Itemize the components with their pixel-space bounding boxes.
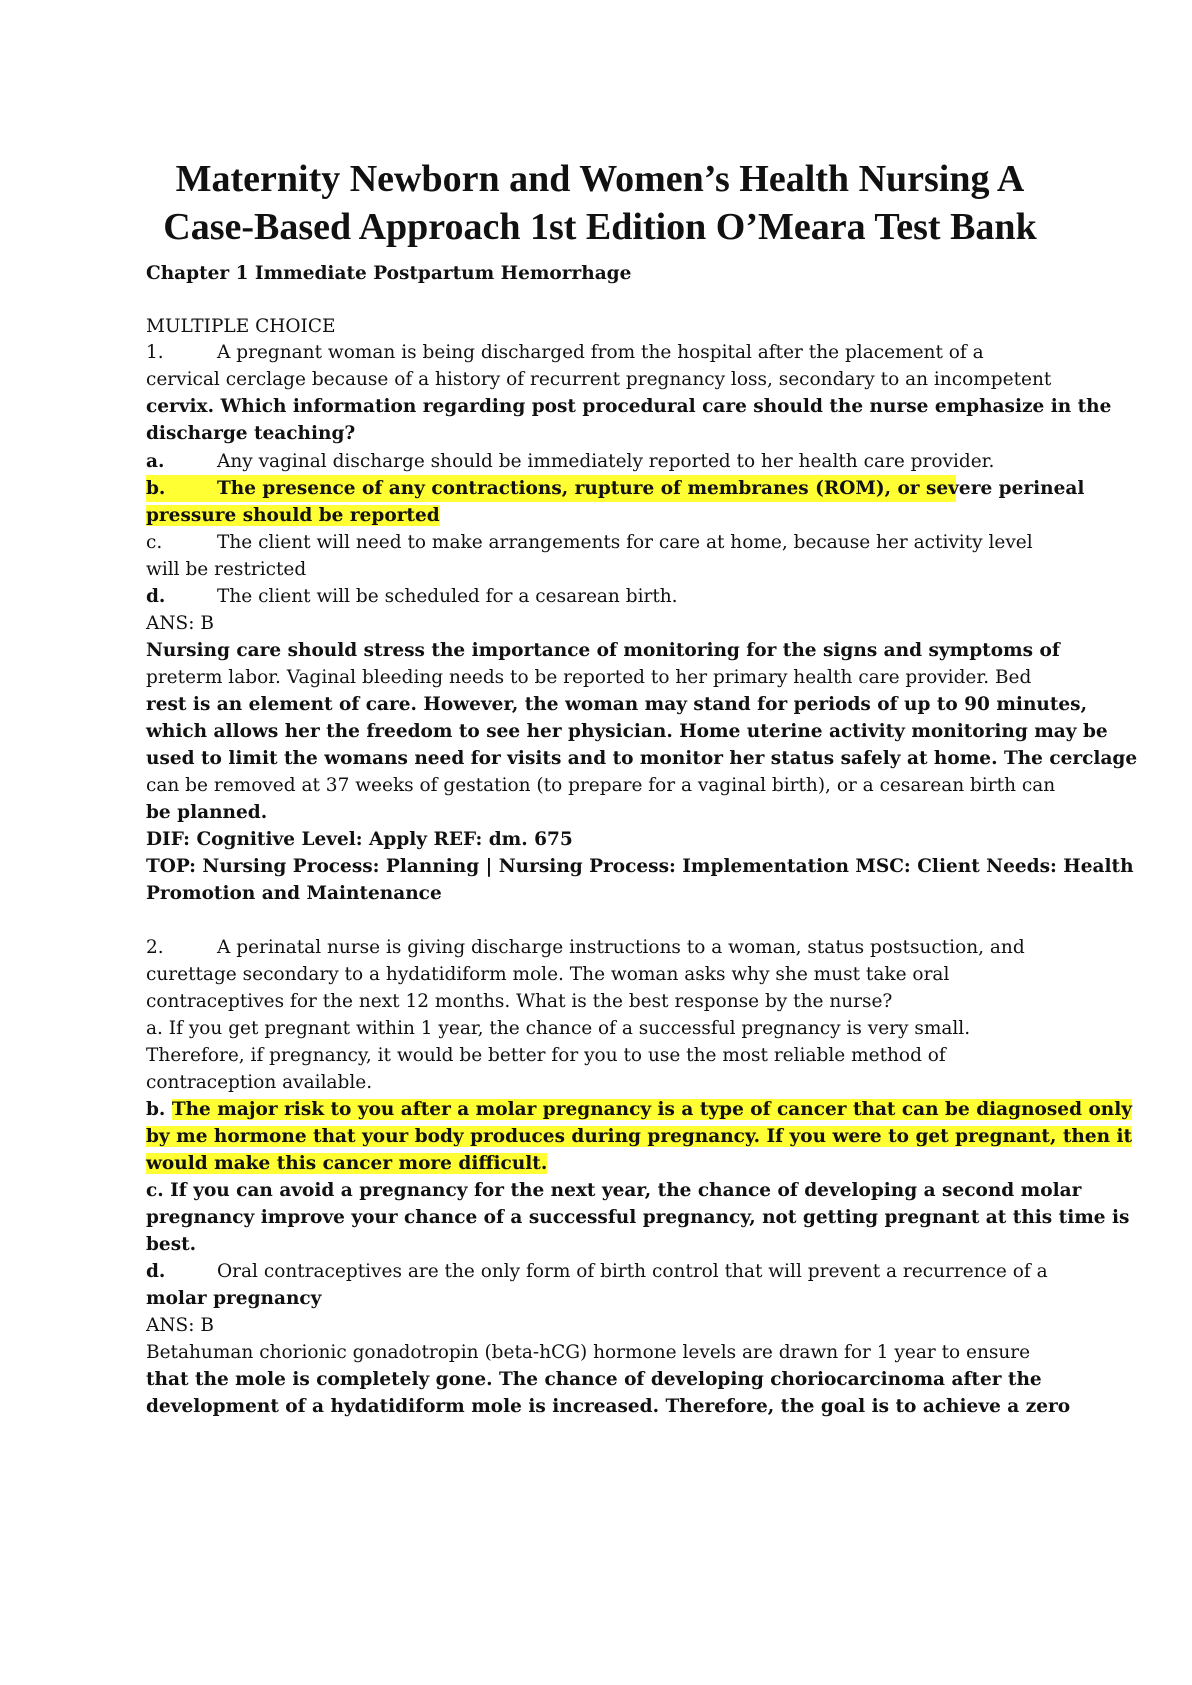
q1-option-b-continued: pressure should be reported (146, 505, 440, 526)
q1-topic-continued: Promotion and Maintenance (146, 883, 442, 904)
q1-rationale-line: be planned. (146, 802, 268, 823)
q2-stem-line: 2. A perinatal nurse is giving discharge instructions to a woman, status postsuction, and (146, 934, 1096, 961)
q2-option-a: a. If you get pregnant within 1 year, the chance of a successful pregnancy is very small. (146, 1018, 971, 1039)
q1-number: 1. (146, 342, 164, 363)
title-line-2: Case-Based Approach 1st Edition O’Meara Test Bank (163, 206, 1037, 248)
q1-rationale-line: used to limit the womans need for visits and to monitor her status safely at home. The cerclage (146, 748, 1138, 769)
q2-answer: ANS: B (146, 1315, 214, 1336)
q2-option-d: d. Oral contraceptives are the only form of birth control that will prevent a recurrence of a (146, 1261, 1048, 1282)
q1-rationale-line: preterm labor. Vaginal bleeding needs to be reported to her primary health care provider. Bed (146, 667, 1032, 688)
chapter-heading: Chapter 1 Immediate Postpartum Hemorrhage (146, 263, 632, 284)
q1-option-a: a. Any vaginal discharge should be immediately reported to her health care provider. (146, 451, 995, 472)
q1-difficulty: DIF: Cognitive Level: Apply REF: dm. 675 (146, 829, 573, 850)
q1-option-d: d. The client will be scheduled for a cesarean birth. (146, 586, 678, 607)
q2-option-c: c. If you can avoid a pregnancy for the next year, the chance of developing a second molar (146, 1180, 1082, 1201)
title-line-1: Maternity Newborn and Women’s Health Nursing A (175, 158, 1025, 200)
q2-number: 2. (146, 937, 164, 958)
q2-option-c-continued: best. (146, 1234, 197, 1255)
q2-rationale-line: Betahuman chorionic gonadotropin (beta-hCG) hormone levels are drawn for 1 year to ensure (146, 1342, 1031, 1363)
section-heading: MULTIPLE CHOICE (146, 316, 336, 337)
q1-option-c-continued: will be restricted (146, 559, 307, 580)
q1-rationale-line: which allows her the freedom to see her physician. Home uterine activity monitoring may be (146, 721, 1108, 742)
q2-stem-line: curettage secondary to a hydatidiform mole. The woman asks why she must take oral (146, 964, 950, 985)
q1-option-c: c. The client will need to make arrangements for care at home, because her activity level (146, 532, 1033, 553)
q2-rationale-line: development of a hydatidiform mole is increased. Therefore, the goal is to achieve a zero (146, 1396, 1071, 1417)
q1-rationale-line: Nursing care should stress the importance of monitoring for the signs and symptoms of (146, 640, 1060, 661)
q1-answer: ANS: B (146, 613, 214, 634)
document-title (100, 155, 1100, 251)
q2-option-a-continued: Therefore, if pregnancy, it would be better for you to use the most reliable method of (146, 1045, 946, 1066)
q2-option-b-continued: would make this cancer more difficult. (146, 1153, 548, 1174)
q1-rationale-line: rest is an element of care. However, the woman may stand for periods of up to 90 minutes, (146, 694, 1088, 715)
q1-option-b-correct: b. The presence of any contractions, rupture of membranes (ROM), or severe perineal (146, 475, 1096, 502)
q1-stem-line: cervix. Which information regarding post procedural care should the nurse emphasize in the (146, 396, 1112, 417)
q1-stem-line: cervical cerclage because of a history of recurrent pregnancy loss, secondary to an incompetent (146, 369, 1052, 390)
q2-option-c-continued: pregnancy improve your chance of a successful pregnancy, not getting pregnant at this time is (146, 1207, 1130, 1228)
q2-stem-line: contraceptives for the next 12 months. What is the best response by the nurse? (146, 991, 893, 1012)
q2-option-d-continued: molar pregnancy (146, 1288, 322, 1309)
q2-option-b-correct: The major risk to you after a molar pregnancy is a type of cancer that can be diagnosed only (171, 1099, 1133, 1120)
q2-rationale-line: that the mole is completely gone. The chance of developing choriocarcinoma after the (146, 1369, 1042, 1390)
q2-option-b: b. The major risk to you after a molar pregnancy is a type of cancer that can be diagnosed only (146, 1099, 1133, 1120)
q1-rationale-line: can be removed at 37 weeks of gestation (to prepare for a vaginal birth), or a cesarean birth can (146, 775, 1056, 796)
q1-topic: TOP: Nursing Process: Planning | Nursing Process: Implementation MSC: Client Needs: Health (146, 856, 1134, 877)
q2-option-b-continued: by me hormone that your body produces during pregnancy. If you were to get pregnant, then it (146, 1126, 1133, 1147)
q1-stem-line: discharge teaching? (146, 423, 356, 444)
q1-stem-line: 1. A pregnant woman is being discharged from the hospital after the placement of a (146, 339, 1096, 366)
q2-option-a-continued: contraception available. (146, 1072, 373, 1093)
